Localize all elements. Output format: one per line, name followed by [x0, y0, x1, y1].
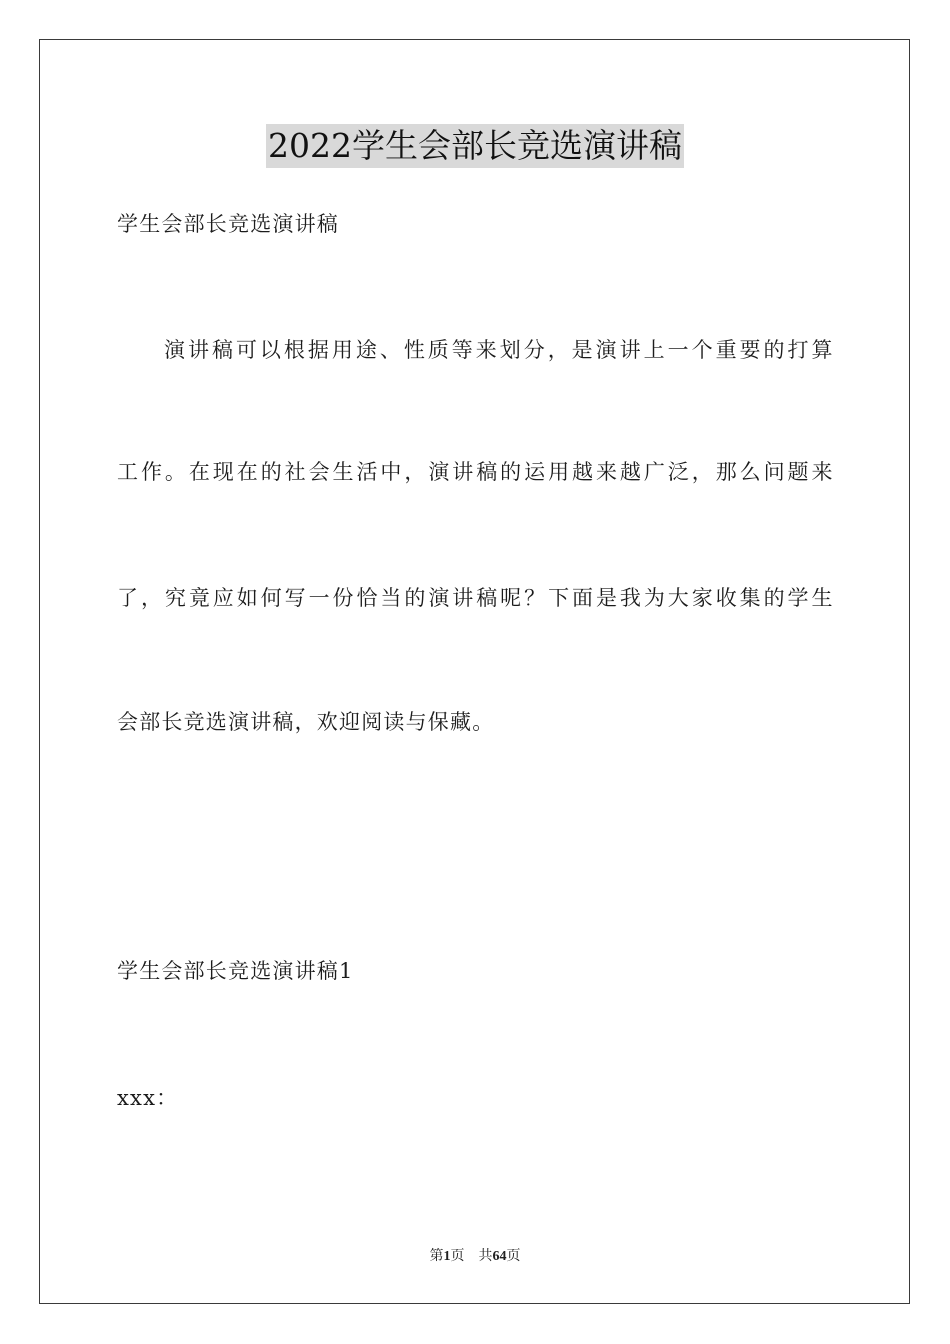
- paragraph-line-2: 工作。在现在的社会生活中，演讲稿的运用越来越广泛，那么问题来: [117, 460, 833, 484]
- page-suffix: 页: [450, 1249, 465, 1264]
- total-prefix: 共: [478, 1249, 493, 1264]
- paragraph-line-1: 演讲稿可以根据用途、性质等来划分，是演讲上一个重要的打算: [164, 338, 833, 362]
- salutation: xxx：: [117, 1086, 179, 1110]
- paragraph-line-3: 了，究竟应如何写一份恰当的演讲稿呢？下面是我为大家收集的学生: [117, 586, 833, 610]
- total-pages: 64: [492, 1249, 507, 1264]
- page-prefix: 第: [429, 1249, 444, 1264]
- total-suffix: 页: [506, 1249, 521, 1264]
- section-heading: 学生会部长竞选演讲稿1: [117, 959, 354, 983]
- document-title: 2022学生会部长竞选演讲稿: [266, 124, 684, 168]
- page-number: 1: [443, 1249, 451, 1264]
- paragraph-line-4: 会部长竞选演讲稿，欢迎阅读与保藏。: [117, 710, 495, 734]
- title-container: [0, 124, 950, 168]
- page-footer: [0, 1247, 950, 1267]
- document-subtitle: 学生会部长竞选演讲稿: [117, 212, 339, 236]
